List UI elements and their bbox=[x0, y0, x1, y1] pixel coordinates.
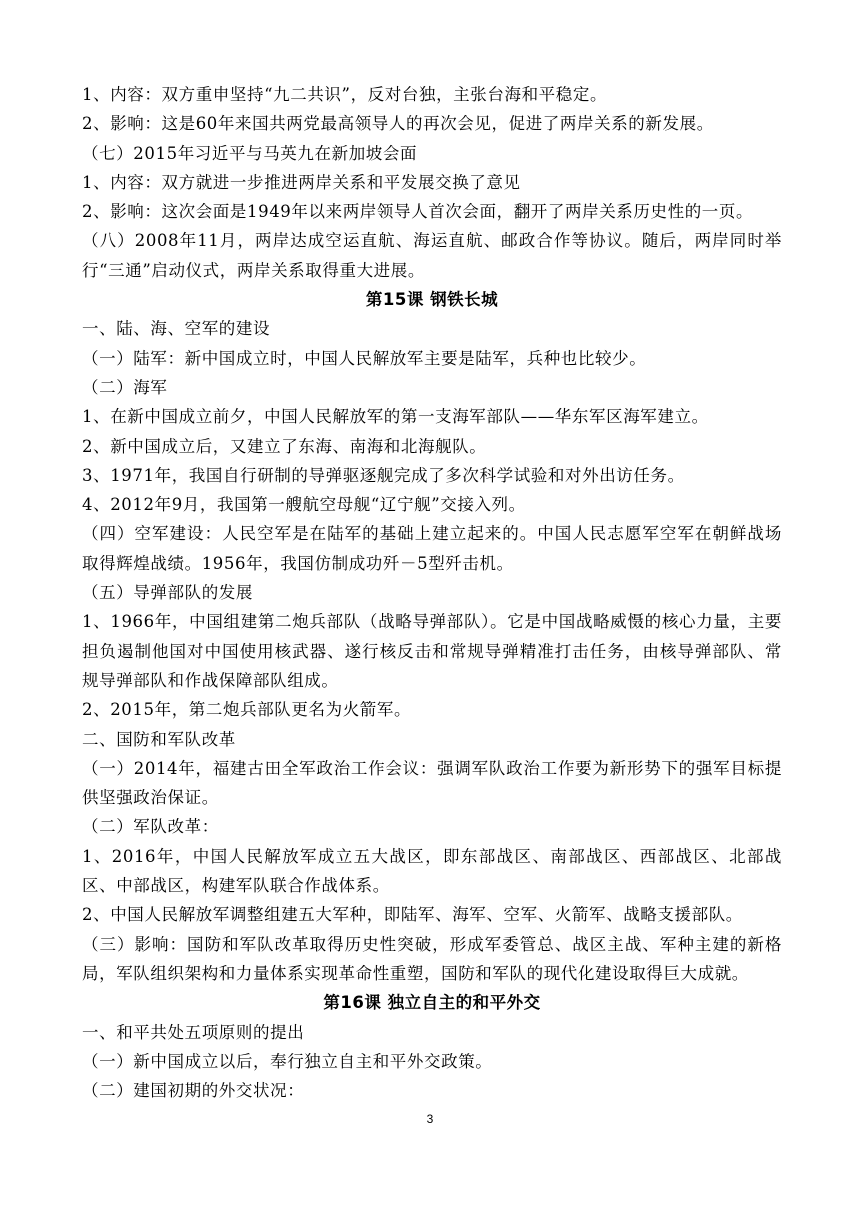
paragraph-line: 1、1966年，中国组建第二炮兵部队（战略导弹部队）。它是中国战略威慑的核心力量，主要担负遏制他国对中国使用核武器、遂行核反击和常规导弹精准打击任务，由核导弹部队、常规导弹部队和作战保障部队组成。 bbox=[82, 612, 782, 690]
paragraph-line: （四）空军建设：人民空军是在陆军的基础上建立起来的。中国人民志愿军空军在朝鲜战场取得辉煌战绩。1956年，我国仿制成功歼－5型歼击机。 bbox=[82, 524, 782, 573]
subsection-heading: （五）导弹部队的发展 bbox=[82, 583, 253, 603]
paragraph-line: 3、1971年，我国自行研制的导弹驱逐舰完成了多次科学试验和对外出访任务。 bbox=[82, 465, 685, 485]
lesson-16-heading: 第16课 独立自主的和平外交 bbox=[323, 993, 541, 1013]
paragraph-line: 2、新中国成立后，又建立了东海、南海和北海舰队。 bbox=[82, 436, 487, 456]
paragraph-line: （七）2015年习近平与马英九在新加坡会面 bbox=[82, 143, 418, 163]
paragraph-line: 2、中国人民解放军调整组建五大军种，即陆军、海军、空军、火箭军、战略支援部队。 bbox=[82, 905, 743, 925]
paragraph-line: 1、内容：双方就进一步推进两岸关系和平发展交换了意见 bbox=[82, 172, 521, 192]
subsection-heading: （二）军队改革： bbox=[82, 817, 219, 837]
paragraph-line: （一）陆军：新中国成立时，中国人民解放军主要是陆军，兵种也比较少。 bbox=[82, 348, 647, 368]
paragraph-line: 2、影响：这是60年来国共两党最高领导人的再次会见，促进了两岸关系的新发展。 bbox=[82, 114, 714, 134]
paragraph-line: 4、2012年9月，我国第一艘航空母舰“辽宁舰”交接入列。 bbox=[82, 495, 526, 515]
paragraph-line: 2、影响：这次会面是1949年以来两岸领导人首次会面，翻开了两岸关系历史性的一页。 bbox=[82, 202, 754, 222]
paragraph-line: 1、内容：双方重申坚持“九二共识”，反对台独，主张台海和平稳定。 bbox=[82, 85, 608, 104]
section-heading: 一、和平共处五项原则的提出 bbox=[82, 1022, 305, 1042]
paragraph-line: 1、在新中国成立前夕，中国人民解放军的第一支海军部队——华东军区海军建立。 bbox=[82, 407, 709, 427]
paragraph-line: 1、2016年，中国人民解放军成立五大战区，即东部战区、南部战区、西部战区、北部战区、中部战区，构建军队联合作战体系。 bbox=[82, 846, 782, 896]
lesson-15-heading: 第15课 钢铁长城 bbox=[365, 290, 499, 310]
section-heading: 一、陆、海、空军的建设 bbox=[82, 319, 271, 339]
paragraph-line: （八）2008年11月，两岸达成空运直航、海运直航、邮政合作等协议。随后，两岸同时举行“三通”启动仪式，两岸关系取得重大进展。 bbox=[82, 231, 782, 280]
paragraph-line: （一）2014年，福建古田全军政治工作会议：强调军队政治工作要为新形势下的强军目标提供坚强政治保证。 bbox=[82, 758, 782, 808]
paragraph-line: （一）新中国成立以后，奉行独立自主和平外交政策。 bbox=[82, 1051, 493, 1071]
section-heading: 二、国防和军队改革 bbox=[82, 729, 236, 749]
subsection-heading: （二）海军 bbox=[82, 377, 168, 397]
paragraph-line: （三）影响：国防和军队改革取得历史性突破，形成军委管总、战区主战、军种主建的新格局，军队组织架构和力量体系实现革命性重塑，国防和军队的现代化建设取得巨大成就。 bbox=[82, 934, 782, 983]
document-body bbox=[82, 80, 782, 1105]
page-number: 3 bbox=[426, 1112, 434, 1126]
paragraph-line: （二）建国初期的外交状况： bbox=[82, 1081, 305, 1101]
paragraph-line: 2、2015年，第二炮兵部队更名为火箭军。 bbox=[82, 700, 412, 720]
